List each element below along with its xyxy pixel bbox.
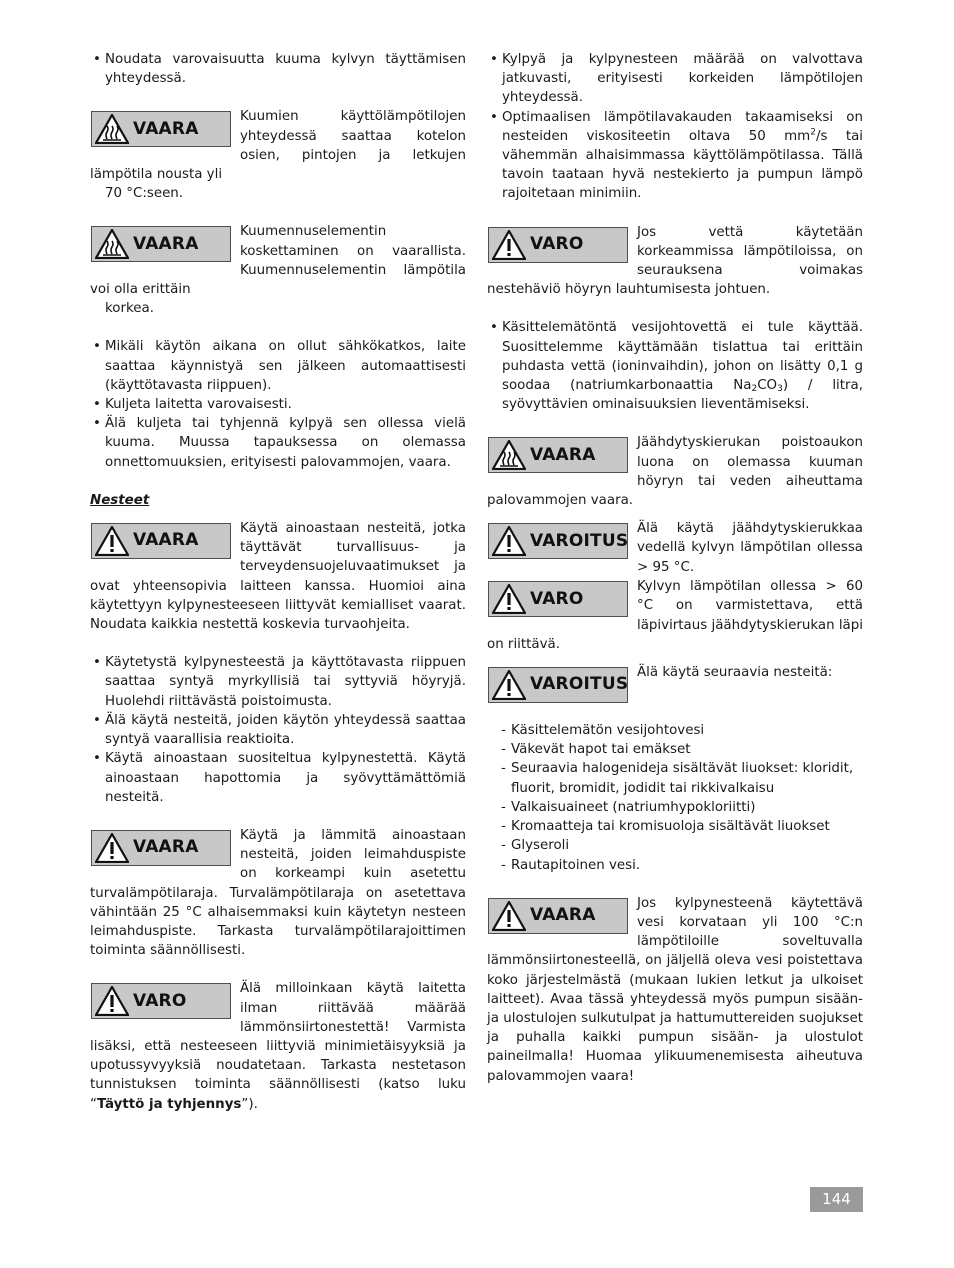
warning-text-continued: 70 °C:seen. xyxy=(105,186,184,202)
danger-badge xyxy=(91,111,231,147)
subscript: 2 xyxy=(751,384,758,395)
caution-label: VARO xyxy=(530,588,584,609)
danger-warning-box xyxy=(90,826,466,960)
warning-text: Kylvyn lämpötilan ollessa > 60 °C on varmistettava, että läpivirtaus jäähdytyskierukan läpi on riittävä. xyxy=(487,579,863,652)
list-item: • Noudata varovaisuutta kuuma kylvyn täyttämisen yhteydessä. xyxy=(90,50,466,88)
caution-label: VARO xyxy=(133,990,187,1011)
danger-badge xyxy=(91,523,231,559)
caution-label: VARO xyxy=(530,234,584,255)
caution-badge xyxy=(91,983,231,1019)
list-item: • Älä kuljeta tai tyhjennä kylpyä sen ollessa vielä kuuma. Muussa tapauksessa on olemassa onnettomuuksien, erityisesti palovammojen, vaara. xyxy=(90,414,466,472)
warning-badge xyxy=(488,667,628,703)
warning-text: Kuumennuselementin koskettaminen on vaarallista. Kuumennuselementin lämpötila voi olla erittäin xyxy=(90,224,466,298)
list-item: - Kromaatteja tai kromisuoloja sisältävät liuokset xyxy=(487,817,863,836)
danger-warning-box xyxy=(487,433,863,510)
warning-text-continued: korkea. xyxy=(105,301,154,317)
danger-warning-box xyxy=(90,107,466,203)
warning-triangle-icon xyxy=(95,833,129,863)
warning-label: VAROITUS xyxy=(530,674,629,695)
list-item: • Älä käytä nesteitä, joiden käytön yhteydessä saattaa syntyä vaarallisia reaktioita. xyxy=(90,711,466,749)
list-item-text: Käsittelemätöntä vesijohtovettä ei tule käyttää. Suosittelemme käyttämään tislattua tai erittäin puhdasta vettä (ioninvaihdin), johon on lisätty 0,1 g soodaa (natriumkarbonaattia Na xyxy=(502,320,863,394)
list-item-text: CO xyxy=(757,378,778,394)
danger-label: VAARA xyxy=(133,118,199,139)
hot-surface-icon xyxy=(95,114,129,144)
warning-triangle-icon xyxy=(492,901,526,931)
list-item: • Mikäli käytön aikana on ollut sähkökatkos, laite saattaa käynnistyä sen jälkeen automaattisesti (käyttötavasta riippuen). xyxy=(90,337,466,395)
chapter-reference: Täyttö ja tyhjennys xyxy=(96,1096,242,1112)
superscript: 2 xyxy=(810,127,816,138)
warning-text: Jäähdytyskierukan poistoaukon luona on olemassa kuuman höyryn tai veden aiheuttama palovammojen vaara. xyxy=(487,435,863,509)
caution-warning-box xyxy=(487,223,863,300)
warning-text: Älä käytä jäähdytyskierukkaa vedellä kylvyn lämpötilan ollessa > 95 °C. xyxy=(637,521,863,575)
warning-text-end: ”). xyxy=(241,1096,258,1112)
warning-box xyxy=(487,519,863,577)
warning-triangle-icon xyxy=(492,670,526,700)
danger-badge xyxy=(488,898,628,934)
danger-badge xyxy=(488,437,628,473)
list-item: - Seuraavia halogenideja sisältävät liuokset: kloridit, fluorit, bromidit, jodidit tai rikkivalkaisu xyxy=(487,759,863,797)
caution-warning-box xyxy=(90,979,466,1113)
warning-box xyxy=(487,663,863,721)
page-number: 144 xyxy=(810,1187,863,1212)
danger-warning-box xyxy=(90,519,466,634)
list-item: - Väkevät hapot tai emäkset xyxy=(487,740,863,759)
danger-label: VAARA xyxy=(530,905,596,926)
danger-badge xyxy=(91,830,231,866)
warning-text: Älä käytä seuraavia nesteitä: xyxy=(637,665,833,681)
warning-text: Kuumien käyttölämpötilojen yhteydessä saattaa kotelon osien, pintojen ja letkujen lämpötila nousta yli xyxy=(90,109,466,183)
left-column xyxy=(90,50,466,1114)
warning-text: Jos vettä käytetään korkeammissa lämpötiloissa, on seurauksena voimakas nestehäviö höyryn lauhtumisesta johtuen. xyxy=(487,224,863,298)
warning-label: VAROITUS xyxy=(530,530,629,551)
list-item xyxy=(487,108,863,204)
list-item: - Rautapitoinen vesi. xyxy=(487,856,863,875)
right-column xyxy=(487,50,863,1086)
list-item xyxy=(487,318,863,414)
danger-badge xyxy=(91,226,231,262)
warning-triangle-icon xyxy=(95,526,129,556)
caution-warning-box xyxy=(487,577,863,654)
warning-text: Jos kylpynesteenä käytettävä vesi korvataan yli 100 °C:n lämpötiloille soveltuvalla lämmönsiirtonesteellä, on jäljellä oleva vesi poistettava koko järjestelmästä (mukaan lukien letkut ja ulkoiset laitteet). Avaa tässä yhteydessä myös pumpun sisään- ja ulostulojen sulkutulpat ja hattumuttereiden suojukset ja puhalla kaikki pumpun sisään- ja ulostulot paineilmalla! Huomaa ylikuumenemisesta aiheutuva palovammojen vaara! xyxy=(487,895,863,1084)
list-item: • Käytä ainoastaan suositeltua kylpynestettä. Käytä ainoastaan hapottomia ja syövyttämättömiä nesteitä. xyxy=(90,749,466,807)
subscript: 3 xyxy=(777,384,783,395)
section-title: Nesteet xyxy=(90,492,150,508)
danger-label: VAARA xyxy=(133,837,199,858)
warning-text: Käytä ja lämmitä ainoastaan nesteitä, joiden leimahduspiste on korkeampi kuin asetettu turvalämpötilaraja. Turvalämpötilaraja on asetettava vähintään 25 °C alhaisemmaksi kuin käytetyn nesteen leimahduspiste. Tarkasta turvalämpötilarajoittimen toiminta säännöllisesti. xyxy=(90,827,466,959)
hot-surface-icon xyxy=(95,229,129,259)
hot-surface-icon xyxy=(492,440,526,470)
list-item: - Glyseroli xyxy=(487,836,863,855)
warning-triangle-icon xyxy=(95,986,129,1016)
list-item: - Käsittelemätön vesijohtovesi xyxy=(487,721,863,740)
warning-triangle-icon xyxy=(492,230,526,260)
caution-badge xyxy=(488,581,628,617)
warning-text: Älä milloinkaan käytä laitetta ilman riittävää määrää lämmönsiirtonestettä! Varmista lisäksi, että nesteeseen liittyviä minimietäisyyksiä ja upotussyvyyksiä noudatetaan. Tarkasta nestetason tunnistuksen toiminta säännöllisesti (katso luku “ xyxy=(90,981,466,1112)
list-item-text: Optimaalisen lämpötilavakauden takaamiseksi on nesteiden viskositeetin oltava 50 mm xyxy=(502,109,863,144)
list-item: • Kuljeta laitetta varovaisesti. xyxy=(90,395,466,414)
danger-label: VAARA xyxy=(133,233,199,254)
danger-label: VAARA xyxy=(133,530,199,551)
warning-badge xyxy=(488,523,628,559)
list-item-text: /s tai vähemmän alhaisimmassa käyttölämpötilassa. Tällä tavoin taataan hyvä nestekierto ja pumpun lämpö rajoitetaan minimiin. xyxy=(502,128,864,202)
list-item: - Valkaisuaineet (natriumhypokloriitti) xyxy=(487,798,863,817)
warning-triangle-icon xyxy=(492,584,526,614)
warning-text: Käytä ainoastaan nesteitä, jotka täyttävät turvallisuus- ja terveydensuojeluvaatimukset ja ovat yhteensopivia laitteen kanssa. Huomioi aina käytettyyn kylpynesteeseen liittyvät kemialliset vaarat. Noudata kaikkia nestettä koskevia turvaohjeita. xyxy=(90,521,466,633)
danger-warning-box xyxy=(90,222,466,318)
list-item: • Kylpyä ja kylpynesteen määrää on valvottava jatkuvasti, erityisesti korkeiden lämpötilojen yhteydessä. xyxy=(487,50,863,108)
danger-warning-box xyxy=(487,894,863,1086)
caution-badge xyxy=(488,227,628,263)
list-item-text: ) / litra, syövyttävien ominaisuuksien lieventämiseksi. xyxy=(502,378,863,413)
list-item: • Käytetystä kylpynesteestä ja käyttötavasta riippuen saattaa syntyä myrkyllisiä tai syttyviä höyryjä. Huolehdi riittävästä poistoimusta. xyxy=(90,653,466,711)
danger-label: VAARA xyxy=(530,444,596,465)
warning-triangle-icon xyxy=(492,526,526,556)
